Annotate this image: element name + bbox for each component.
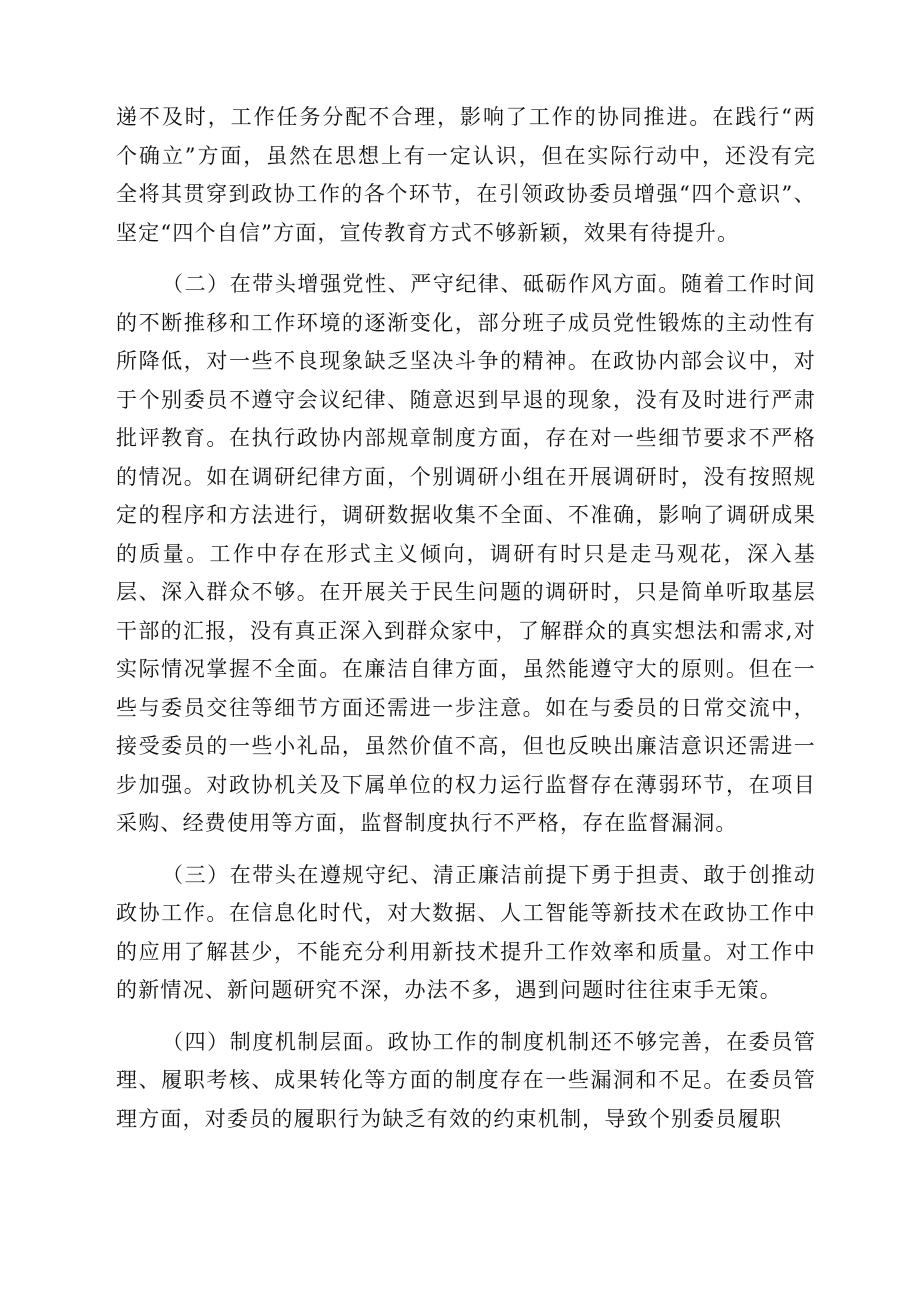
paragraph-section-3: （三）在带头在遵规守纪、清正廉洁前提下勇于担责、敢于创推动政协工作。在信息化时代，对大数据、人工智能等新技术在政协工作中的应用了解甚少，不能充分利用新技术提升工作效率和质量。对工作中的新情况、新问题研究不深，办法不多，遇到问题时往往束手无策。: [116, 862, 816, 1002]
document-body: [116, 98, 816, 1138]
paragraph-section-2: （二）在带头增强党性、严守纪律、砥砺作风方面。随着工作时间的不断推移和工作环境的逐渐变化，部分班子成员党性锻炼的主动性有所降低，对一些不良现象缺乏坚决斗争的精神。在政协内部会议中，对于个别委员不遵守会议纪律、随意迟到早退的现象，没有及时进行严肃批评教育。在执行政协内部规章制度方面，存在对一些细节要求不严格的情况。如在调研纪律方面，个别调研小组在开展调研时，没有按照规定的程序和方法进行，调研数据收集不全面、不准确，影响了调研成果的质量。工作中存在形式主义倾向，调研有时只是走马观花，深入基层、深入群众不够。在开展关于民生问题的调研时，只是简单听取基层干部的汇报，没有真正深入到群众家中，了解群众的真实想法和需求,对实际情况掌握不全面。在廉洁自律方面，虽然能遵守大的原则。但在一些与委员交往等细节方面还需进一步注意。如在与委员的日常交流中，接受委员的一些小礼品，虽然价值不高，但也反映出廉洁意识还需进一步加强。对政协机关及下属单位的权力运行监督存在薄弱环节，在项目采购、经费使用等方面，监督制度执行不严格，存在监督漏洞。: [116, 272, 816, 835]
paragraph-section-4: （四）制度机制层面。政协工作的制度机制还不够完善，在委员管理、履职考核、成果转化等方面的制度存在一些漏洞和不足。在委员管理方面，对委员的履职行为缺乏有效的约束机制，导致个别委员履职: [116, 1029, 816, 1131]
paragraph-continuation: 递不及时，工作任务分配不合理，影响了工作的协同推进。在践行“两个确立”方面，虽然在思想上有一定认识，但在实际行动中，还没有完全将其贯穿到政协工作的各个环节，在引领政协委员增强“四个意识”、坚定“四个自信”方面，宣传教育方式不够新颖，效果有待提升。: [116, 105, 816, 245]
